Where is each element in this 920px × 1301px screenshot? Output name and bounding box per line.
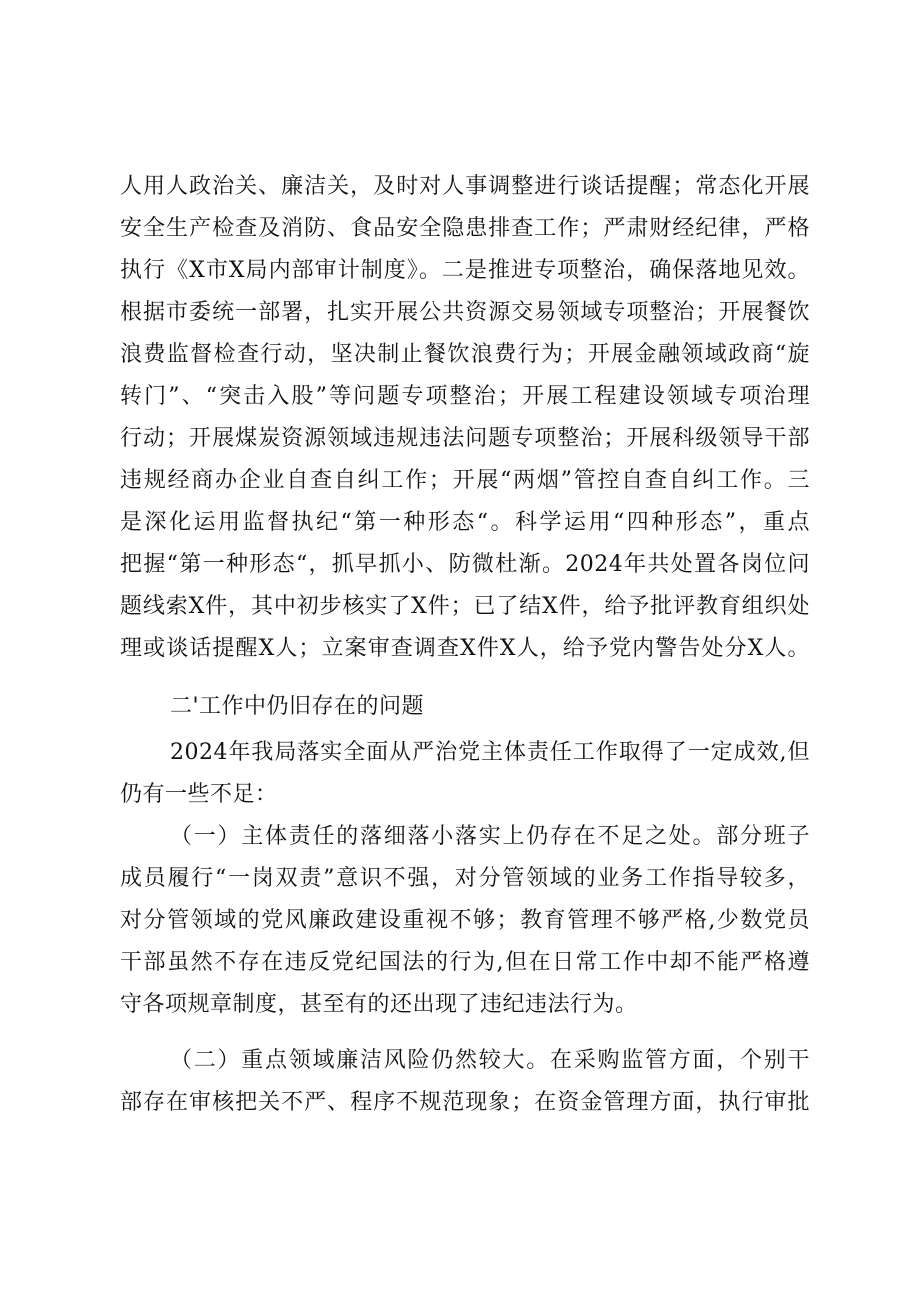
text-line: 成员履行“一岗双责”意识不强，对分管领域的业务工作指导较多， <box>120 866 810 891</box>
text-line: 干部虽然不存在违反党纪国法的行为,但在日常工作中却不能严格遵 <box>120 950 810 975</box>
text-line: 题线索X件，其中初步核实了X件；已了结X件，给予批评教育组织处 <box>120 594 810 619</box>
text-line: 人用人政治关、廉洁关，及时对人事调整进行谈话提醒；常态化开展 <box>120 174 810 199</box>
text-line: （一）主体责任的落细落小落实上仍存在不足之处。部分班子 <box>170 824 810 849</box>
text-line: 根据市委统一部署，扎实开展公共资源交易领域专项整治；开展餐饮 <box>120 300 810 325</box>
text-line: 执行《X市X局内部审计制度》。二是推进专项整治，确保落地见效。 <box>120 258 810 283</box>
text-line: 安全生产检查及消防、食品安全隐患排查工作；严肃财经纪律，严格 <box>120 216 810 241</box>
text-line: 把握“第一种形态“，抓早抓小、防微杜渐。2024年共处置各岗位问 <box>120 552 811 577</box>
text-line: 2024年我局落实全面从严治党主体责任工作取得了一定成效,但 <box>170 740 810 765</box>
text-line: 部存在审核把关不严、程序不规范现象；在资金管理方面，执行审批 <box>120 1090 810 1115</box>
text-line: 转门”、“突击入股”等问题专项整治；开展工程建设领域专项治理 <box>120 384 810 409</box>
text-line: 守各项规章制度，甚至有的还出现了违纪违法行为。 <box>120 992 638 1017</box>
text-line: 是深化运用监督执纪“第一种形态“。科学运用“四种形态”，重点 <box>120 510 810 535</box>
text-line: （二）重点领域廉洁风险仍然较大。在采购监管方面，个别干 <box>170 1048 810 1073</box>
text-line: 理或谈话提醒X人；立案审查调查X件X人，给予党内警告处分X人。 <box>120 636 810 661</box>
text-line: 仍有一些不足： <box>120 782 278 807</box>
text-line: 违规经商办企业自查自纠工作；开展“两烟”管控自查自纠工作。三 <box>120 468 810 493</box>
section-heading: 二'工作中仍旧存在的问题 <box>170 694 425 719</box>
text-line: 对分管领域的党风廉政建设重视不够；教育管理不够严格,少数党员 <box>120 908 810 933</box>
text-line: 行动；开展煤炭资源领域违规违法问题专项整治；开展科级领导干部 <box>120 426 810 451</box>
text-line: 浪费监督检查行动，坚决制止餐饮浪费行为；开展金融领域政商“旋 <box>120 342 810 367</box>
